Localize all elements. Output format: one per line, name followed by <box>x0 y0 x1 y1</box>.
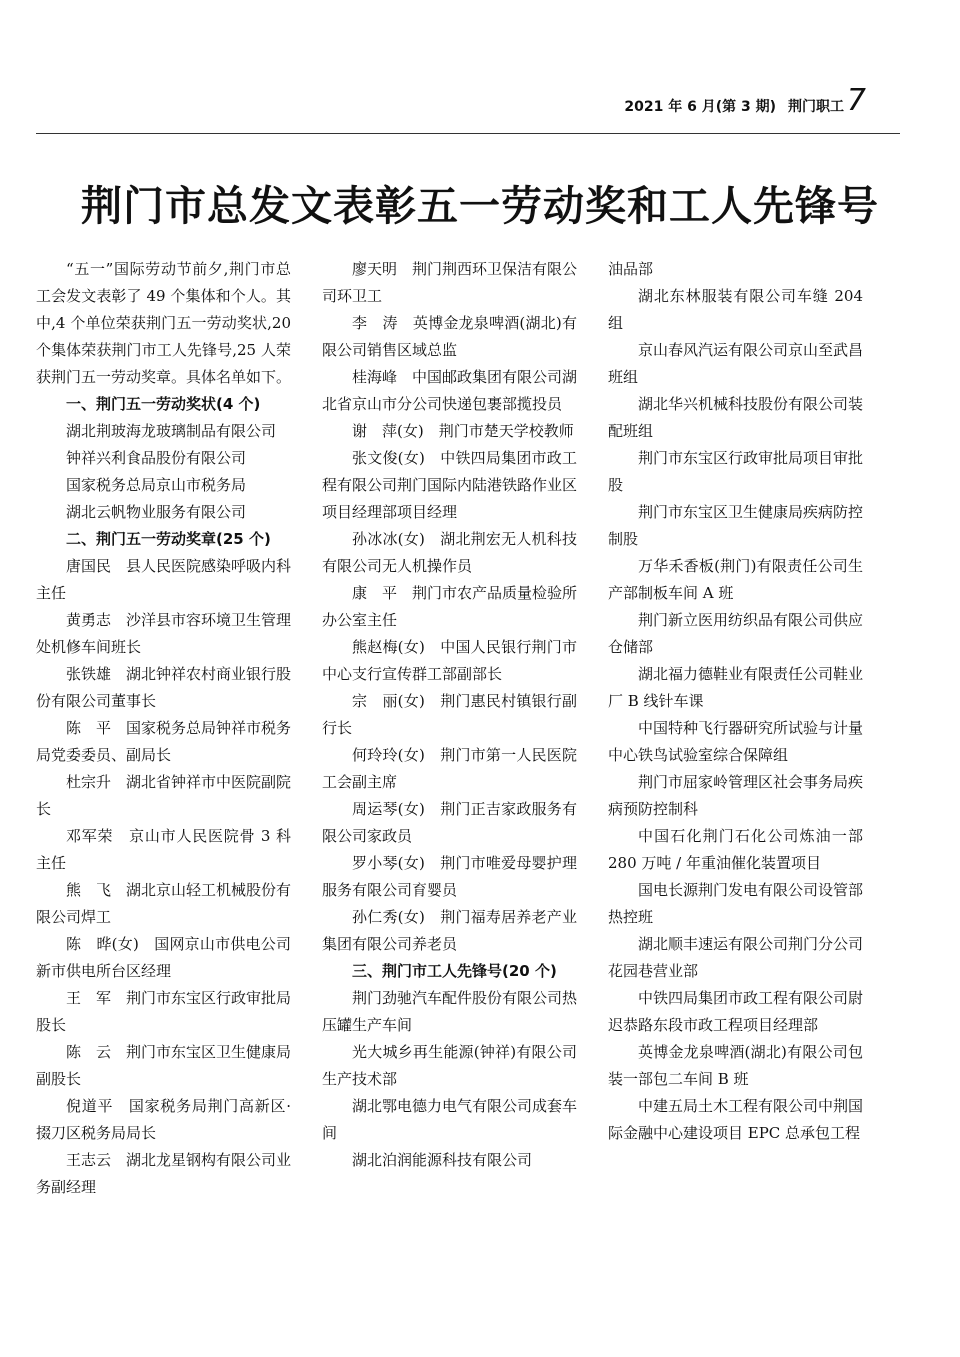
section-heading-pioneer-teams: 三、荆门市工人先锋号(20 个) <box>352 962 557 980</box>
list-item: 湖北华兴机械科技股份有限公司装配班组 <box>608 395 864 440</box>
column-1 <box>36 256 291 1201</box>
list-item: 湖北福力德鞋业有限责任公司鞋业厂 B 线针车课 <box>608 665 864 710</box>
list-item: 张铁雄 湖北钟祥农村商业银行股份有限公司董事长 <box>36 665 292 710</box>
list-item: 国电长源荆门发电有限公司设管部热控班 <box>608 881 864 926</box>
list-item: 光大城乡再生能源(钟祥)有限公司生产技术部 <box>322 1043 577 1088</box>
list-item: 陈 晔(女) 国网京山市供电公司新市供电所台区经理 <box>36 935 291 980</box>
list-item: 罗小琴(女) 荆门市唯爱母婴护理服务有限公司育婴员 <box>322 854 577 899</box>
list-item: 桂海峰 中国邮政集团有限公司湖北省京山市分公司快递包裹部揽投员 <box>322 368 578 413</box>
list-item: 熊赵梅(女) 中国人民银行荆门市中心支行宣传群工部副部长 <box>322 638 577 683</box>
list-item: 荆门市屈家岭管理区社会事务局疾病预防控制科 <box>608 773 864 818</box>
list-item: 万华禾香板(荆门)有限责任公司生产部制板车间 A 班 <box>608 557 863 602</box>
list-item-continued: 油品部 <box>608 260 654 278</box>
list-item: 陈 平 国家税务总局钟祥市税务局党委委员、副局长 <box>36 719 292 764</box>
list-item: 中国特种飞行器研究所试验与计量中心铁鸟试验室综合保障组 <box>608 719 864 764</box>
list-item: 湖北泊润能源科技有限公司 <box>352 1151 533 1169</box>
list-item: 京山春风汽运有限公司京山至武昌班组 <box>608 341 864 386</box>
header-rule <box>36 133 900 134</box>
list-item: 周运琴(女) 荆门正吉家政服务有限公司家政员 <box>322 800 577 845</box>
list-item: 湖北东林服装有限公司车缝 204 组 <box>608 287 863 332</box>
article-title: 荆门市总发文表彰五一劳动奖和工人先锋号 <box>81 182 879 230</box>
list-item: 黄勇志 沙洋县市容环境卫生管理处机修车间班长 <box>36 611 292 656</box>
list-item: 湖北顺丰速运有限公司荆门分公司花园巷营业部 <box>608 935 864 980</box>
list-item: 廖天明 荆门荆西环卫保洁有限公司环卫工 <box>322 260 578 305</box>
list-item: 荆门市东宝区行政审批局项目审批股 <box>608 449 864 494</box>
page-number: 7 <box>846 83 866 118</box>
list-item: 王志云 湖北龙星钢构有限公司业务副经理 <box>36 1151 292 1196</box>
list-item: 王 军 荆门市东宝区行政审批局股长 <box>36 989 292 1034</box>
list-item: 中建五局土木工程有限公司中荆国际金融中心建设项目 EPC 总承包工程 <box>608 1097 864 1142</box>
list-item: 陈 云 荆门市东宝区卫生健康局副股长 <box>36 1043 292 1088</box>
column-3 <box>608 256 863 1147</box>
list-item: 湖北鄂电德力电气有限公司成套车间 <box>322 1097 578 1142</box>
journal-name: 荆门职工 <box>788 99 844 115</box>
list-item: 张文俊(女) 中铁四局集团市政工程有限公司荆门国际内陆港铁路作业区项目经理部项目经理 <box>322 449 578 521</box>
list-item: 孙冰冰(女) 湖北荆宏无人机科技有限公司无人机操作员 <box>322 530 577 575</box>
list-item: 荆门新立医用纺织品有限公司供应仓储部 <box>608 611 864 656</box>
list-item: 荆门市东宝区卫生健康局疾病防控制股 <box>608 503 864 548</box>
list-item: 荆门劲驰汽车配件股份有限公司热压罐生产车间 <box>322 989 578 1034</box>
list-item: 宗 丽(女) 荆门惠民村镇银行副行长 <box>322 692 577 737</box>
list-item: 中国石化荆门石化公司炼油一部 280 万吨 / 年重油催化装置项目 <box>608 827 863 872</box>
list-item: 孙仁秀(女) 荆门福寿居养老产业集团有限公司养老员 <box>322 908 577 953</box>
list-item: 国家税务总局京山市税务局 <box>66 476 247 494</box>
list-item: 邓军荣 京山市人民医院骨 3 科主任 <box>36 827 291 872</box>
intro-paragraph: “五一”国际劳动节前夕,荆门市总工会发文表彰了 49 个集体和个人。其中,4 个单位荣获荆门五一劳动奖状,20 个集体荣获荆门市工人先锋号,25 人荣获荆门五一劳动奖章。具体名单如下。 <box>36 260 292 386</box>
list-item: 李 涛 英博金龙泉啤酒(湖北)有限公司销售区域总监 <box>322 314 577 359</box>
list-item: 湖北荆玻海龙玻璃制品有限公司 <box>66 422 277 440</box>
list-item: 谢 萍(女) 荆门市楚天学校教师 <box>352 422 574 440</box>
list-item: 唐国民 县人民医院感染呼吸内科主任 <box>36 557 292 602</box>
list-item: 中铁四局集团市政工程有限公司尉迟恭路东段市政工程项目经理部 <box>608 989 864 1034</box>
running-header <box>36 96 868 116</box>
issue-date: 2021 年 6 月(第 3 期) <box>624 99 776 115</box>
list-item: 康 平 荆门市农产品质量检验所办公室主任 <box>322 584 578 629</box>
section-heading-medals: 二、荆门五一劳动奖章(25 个) <box>66 530 271 548</box>
list-item: 英博金龙泉啤酒(湖北)有限公司包装一部包二车间 B 班 <box>608 1043 863 1088</box>
section-heading-award-certificates: 一、荆门五一劳动奖状(4 个) <box>66 395 261 413</box>
column-2 <box>322 256 577 1174</box>
list-item: 何玲玲(女) 荆门市第一人民医院工会副主席 <box>322 746 577 791</box>
list-item: 杜宗升 湖北省钟祥市中医院副院长 <box>36 773 292 818</box>
list-item: 倪道平 国家税务局荆门高新区·掇刀区税务局局长 <box>36 1097 291 1142</box>
list-item: 熊 飞 湖北京山轻工机械股份有限公司焊工 <box>36 881 292 926</box>
list-item: 湖北云帆物业服务有限公司 <box>66 503 247 521</box>
list-item: 钟祥兴利食品股份有限公司 <box>66 449 247 467</box>
